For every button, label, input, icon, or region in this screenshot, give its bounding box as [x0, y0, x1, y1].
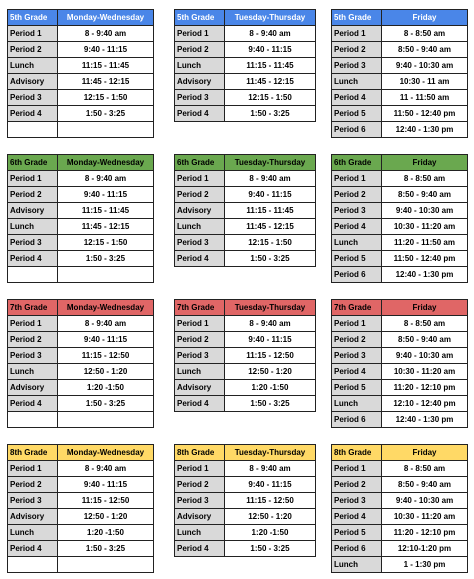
- period-label: Period 1: [8, 316, 58, 332]
- period-time: 9:40 - 10:30 am: [382, 203, 468, 219]
- period-time: 11:15 - 11:45: [225, 203, 316, 219]
- period-time: 11:15 - 11:45: [58, 203, 154, 219]
- period-label: Period 4: [175, 541, 225, 557]
- day-label: Friday: [382, 155, 468, 171]
- period-label: Advisory: [8, 380, 58, 396]
- period-label: Period 4: [332, 364, 382, 380]
- period-time: 1:50 - 3:25: [225, 106, 316, 122]
- period-label: Period 2: [332, 477, 382, 493]
- period-time: 8 - 9:40 am: [58, 26, 154, 42]
- grade-label: 5th Grade: [332, 10, 382, 26]
- period-time: 8 - 9:40 am: [225, 26, 316, 42]
- schedule-6th-tue-thu: [174, 154, 316, 267]
- period-label: Period 1: [8, 171, 58, 187]
- period-label: Period 2: [8, 187, 58, 203]
- period-label: Period 4: [175, 251, 225, 267]
- period-time: 1:50 - 3:25: [58, 251, 154, 267]
- day-label: Tuesday-Thursday: [225, 300, 316, 316]
- period-time: 11:45 - 12:15: [58, 74, 154, 90]
- period-label: Advisory: [175, 74, 225, 90]
- period-label: Period 3: [175, 348, 225, 364]
- period-label: Period 6: [332, 412, 382, 428]
- period-time: 11:15 - 12:50: [225, 493, 316, 509]
- period-label: Period 1: [8, 461, 58, 477]
- period-label: Period 3: [332, 203, 382, 219]
- period-label: Period 3: [8, 348, 58, 364]
- period-label: Advisory: [8, 74, 58, 90]
- period-time: 10:30 - 11:20 am: [382, 509, 468, 525]
- period-time: 12:10 - 12:40 pm: [382, 396, 468, 412]
- period-label: Period 1: [332, 461, 382, 477]
- grade-label: 8th Grade: [175, 445, 225, 461]
- period-label: Period 5: [332, 251, 382, 267]
- period-label: Advisory: [175, 203, 225, 219]
- grade-label: 6th Grade: [175, 155, 225, 171]
- period-label: Period 2: [8, 477, 58, 493]
- period-label: Period 2: [8, 42, 58, 58]
- period-label: Period 4: [175, 396, 225, 412]
- period-label: Period 4: [332, 90, 382, 106]
- period-label: Period 4: [8, 251, 58, 267]
- period-time: 1 - 1:30 pm: [382, 557, 468, 573]
- day-label: Monday-Wednesday: [58, 155, 154, 171]
- period-label: Period 2: [175, 332, 225, 348]
- period-label: Period 2: [175, 42, 225, 58]
- period-time: 8 - 8:50 am: [382, 461, 468, 477]
- period-label: Advisory: [8, 203, 58, 219]
- period-time: 12:15 - 1:50: [225, 235, 316, 251]
- period-time: 8 - 9:40 am: [58, 316, 154, 332]
- period-label: Period 1: [332, 26, 382, 42]
- period-label: Lunch: [8, 364, 58, 380]
- period-label: Lunch: [175, 58, 225, 74]
- period-time: 1:20 -1:50: [225, 380, 316, 396]
- empty-cell: [58, 412, 154, 428]
- period-label: Period 1: [175, 26, 225, 42]
- day-label: Tuesday-Thursday: [225, 10, 316, 26]
- period-label: Period 3: [8, 235, 58, 251]
- period-time: 10:30 - 11 am: [382, 74, 468, 90]
- grade-label: 7th Grade: [8, 300, 58, 316]
- period-label: Period 6: [332, 267, 382, 283]
- period-label: Period 3: [175, 493, 225, 509]
- period-label: Period 3: [332, 58, 382, 74]
- period-label: Period 3: [175, 90, 225, 106]
- period-label: Lunch: [175, 364, 225, 380]
- period-label: Period 4: [175, 106, 225, 122]
- period-time: 1:20 -1:50: [58, 525, 154, 541]
- day-label: Monday-Wednesday: [58, 445, 154, 461]
- schedule-8th-mon-wed: [7, 444, 154, 573]
- period-time: 9:40 - 11:15: [225, 477, 316, 493]
- period-time: 9:40 - 11:15: [58, 187, 154, 203]
- period-label: Lunch: [175, 525, 225, 541]
- period-time: 9:40 - 11:15: [58, 477, 154, 493]
- period-time: 9:40 - 10:30 am: [382, 348, 468, 364]
- period-time: 1:20 -1:50: [225, 525, 316, 541]
- period-time: 8 - 8:50 am: [382, 316, 468, 332]
- period-label: Period 5: [332, 106, 382, 122]
- period-time: 9:40 - 10:30 am: [382, 493, 468, 509]
- schedule-6th-mon-wed: [7, 154, 154, 283]
- period-time: 8 - 9:40 am: [58, 461, 154, 477]
- day-label: Friday: [382, 445, 468, 461]
- empty-cell: [8, 557, 58, 573]
- grade-label: 8th Grade: [332, 445, 382, 461]
- schedule-7th-tue-thu: [174, 299, 316, 412]
- empty-cell: [8, 267, 58, 283]
- period-label: Period 4: [332, 219, 382, 235]
- period-time: 11:15 - 12:50: [225, 348, 316, 364]
- period-label: Period 2: [332, 332, 382, 348]
- day-label: Monday-Wednesday: [58, 300, 154, 316]
- grade-label: 8th Grade: [8, 445, 58, 461]
- schedule-7th-mon-wed: [7, 299, 154, 428]
- period-time: 11:15 - 12:50: [58, 493, 154, 509]
- period-time: 8:50 - 9:40 am: [382, 187, 468, 203]
- period-label: Period 1: [175, 461, 225, 477]
- period-label: Lunch: [8, 219, 58, 235]
- period-label: Advisory: [175, 509, 225, 525]
- period-time: 8 - 9:40 am: [225, 461, 316, 477]
- period-time: 11:15 - 11:45: [58, 58, 154, 74]
- empty-cell: [58, 557, 154, 573]
- period-time: 11:15 - 12:50: [58, 348, 154, 364]
- period-time: 8 - 9:40 am: [58, 171, 154, 187]
- period-time: 12:50 - 1:20: [58, 509, 154, 525]
- day-label: Friday: [382, 300, 468, 316]
- period-label: Lunch: [332, 235, 382, 251]
- schedule-5th-mon-wed: [7, 9, 154, 138]
- period-time: 8 - 9:40 am: [225, 171, 316, 187]
- grade-label: 6th Grade: [332, 155, 382, 171]
- period-time: 10:30 - 11:20 am: [382, 364, 468, 380]
- period-time: 12:40 - 1:30 pm: [382, 122, 468, 138]
- period-label: Advisory: [175, 380, 225, 396]
- period-label: Period 2: [332, 42, 382, 58]
- period-time: 11:45 - 12:15: [225, 219, 316, 235]
- empty-cell: [58, 122, 154, 138]
- period-label: Period 2: [332, 187, 382, 203]
- period-label: Lunch: [175, 219, 225, 235]
- period-time: 9:40 - 11:15: [225, 42, 316, 58]
- period-time: 12:50 - 1:20: [225, 509, 316, 525]
- period-time: 9:40 - 11:15: [225, 187, 316, 203]
- period-label: Period 5: [332, 380, 382, 396]
- day-label: Tuesday-Thursday: [225, 445, 316, 461]
- period-label: Lunch: [8, 525, 58, 541]
- period-time: 11 - 11:50 am: [382, 90, 468, 106]
- period-label: Period 2: [175, 187, 225, 203]
- period-label: Period 2: [8, 332, 58, 348]
- period-time: 12:40 - 1:30 pm: [382, 267, 468, 283]
- schedule-7th-fri: [331, 299, 468, 428]
- period-time: 8 - 8:50 am: [382, 171, 468, 187]
- period-label: Period 6: [332, 541, 382, 557]
- period-label: Period 1: [8, 26, 58, 42]
- period-time: 12:15 - 1:50: [58, 90, 154, 106]
- schedule-8th-fri: [331, 444, 468, 573]
- period-label: Lunch: [8, 58, 58, 74]
- period-time: 8:50 - 9:40 am: [382, 477, 468, 493]
- period-label: Period 1: [332, 316, 382, 332]
- schedule-5th-tue-thu: [174, 9, 316, 122]
- period-label: Period 1: [175, 171, 225, 187]
- period-time: 11:15 - 11:45: [225, 58, 316, 74]
- grade-label: 5th Grade: [8, 10, 58, 26]
- period-time: 12:40 - 1:30 pm: [382, 412, 468, 428]
- period-label: Lunch: [332, 74, 382, 90]
- schedule-5th-fri: [331, 9, 468, 138]
- period-label: Period 3: [8, 90, 58, 106]
- period-label: Period 3: [332, 493, 382, 509]
- period-time: 12:15 - 1:50: [58, 235, 154, 251]
- period-time: 11:20 - 11:50 am: [382, 235, 468, 251]
- period-label: Lunch: [332, 557, 382, 573]
- day-label: Monday-Wednesday: [58, 10, 154, 26]
- empty-cell: [58, 267, 154, 283]
- period-time: 11:50 - 12:40 pm: [382, 106, 468, 122]
- day-label: Friday: [382, 10, 468, 26]
- grade-label: 5th Grade: [175, 10, 225, 26]
- period-time: 1:50 - 3:25: [58, 106, 154, 122]
- period-label: Advisory: [8, 509, 58, 525]
- schedule-8th-tue-thu: [174, 444, 316, 557]
- period-time: 11:20 - 12:10 pm: [382, 525, 468, 541]
- period-time: 1:50 - 3:25: [58, 541, 154, 557]
- period-time: 9:40 - 11:15: [225, 332, 316, 348]
- period-time: 9:40 - 10:30 am: [382, 58, 468, 74]
- period-time: 1:50 - 3:25: [225, 396, 316, 412]
- period-label: Period 6: [332, 122, 382, 138]
- period-time: 1:50 - 3:25: [225, 541, 316, 557]
- period-time: 8:50 - 9:40 am: [382, 332, 468, 348]
- empty-cell: [8, 122, 58, 138]
- period-label: Period 2: [175, 477, 225, 493]
- period-time: 11:20 - 12:10 pm: [382, 380, 468, 396]
- empty-cell: [8, 412, 58, 428]
- period-time: 8 - 9:40 am: [225, 316, 316, 332]
- period-time: 1:20 -1:50: [58, 380, 154, 396]
- period-time: 10:30 - 11:20 am: [382, 219, 468, 235]
- period-label: Period 5: [332, 525, 382, 541]
- period-label: Period 4: [8, 541, 58, 557]
- period-label: Period 1: [175, 316, 225, 332]
- period-time: 8 - 8:50 am: [382, 26, 468, 42]
- period-time: 12:15 - 1:50: [225, 90, 316, 106]
- period-label: Period 4: [332, 509, 382, 525]
- period-label: Period 4: [8, 106, 58, 122]
- period-time: 11:45 - 12:15: [58, 219, 154, 235]
- period-label: Period 3: [175, 235, 225, 251]
- period-label: Period 3: [8, 493, 58, 509]
- period-time: 11:45 - 12:15: [225, 74, 316, 90]
- period-label: Lunch: [332, 396, 382, 412]
- day-label: Tuesday-Thursday: [225, 155, 316, 171]
- period-time: 12:10-1:20 pm: [382, 541, 468, 557]
- period-time: 9:40 - 11:15: [58, 332, 154, 348]
- period-time: 11:50 - 12:40 pm: [382, 251, 468, 267]
- period-time: 1:50 - 3:25: [225, 251, 316, 267]
- period-time: 9:40 - 11:15: [58, 42, 154, 58]
- period-label: Period 1: [332, 171, 382, 187]
- grade-label: 6th Grade: [8, 155, 58, 171]
- period-label: Period 4: [8, 396, 58, 412]
- period-label: Period 3: [332, 348, 382, 364]
- grade-label: 7th Grade: [175, 300, 225, 316]
- period-time: 8:50 - 9:40 am: [382, 42, 468, 58]
- grade-label: 7th Grade: [332, 300, 382, 316]
- schedule-6th-fri: [331, 154, 468, 283]
- period-time: 1:50 - 3:25: [58, 396, 154, 412]
- period-time: 12:50 - 1:20: [225, 364, 316, 380]
- period-time: 12:50 - 1:20: [58, 364, 154, 380]
